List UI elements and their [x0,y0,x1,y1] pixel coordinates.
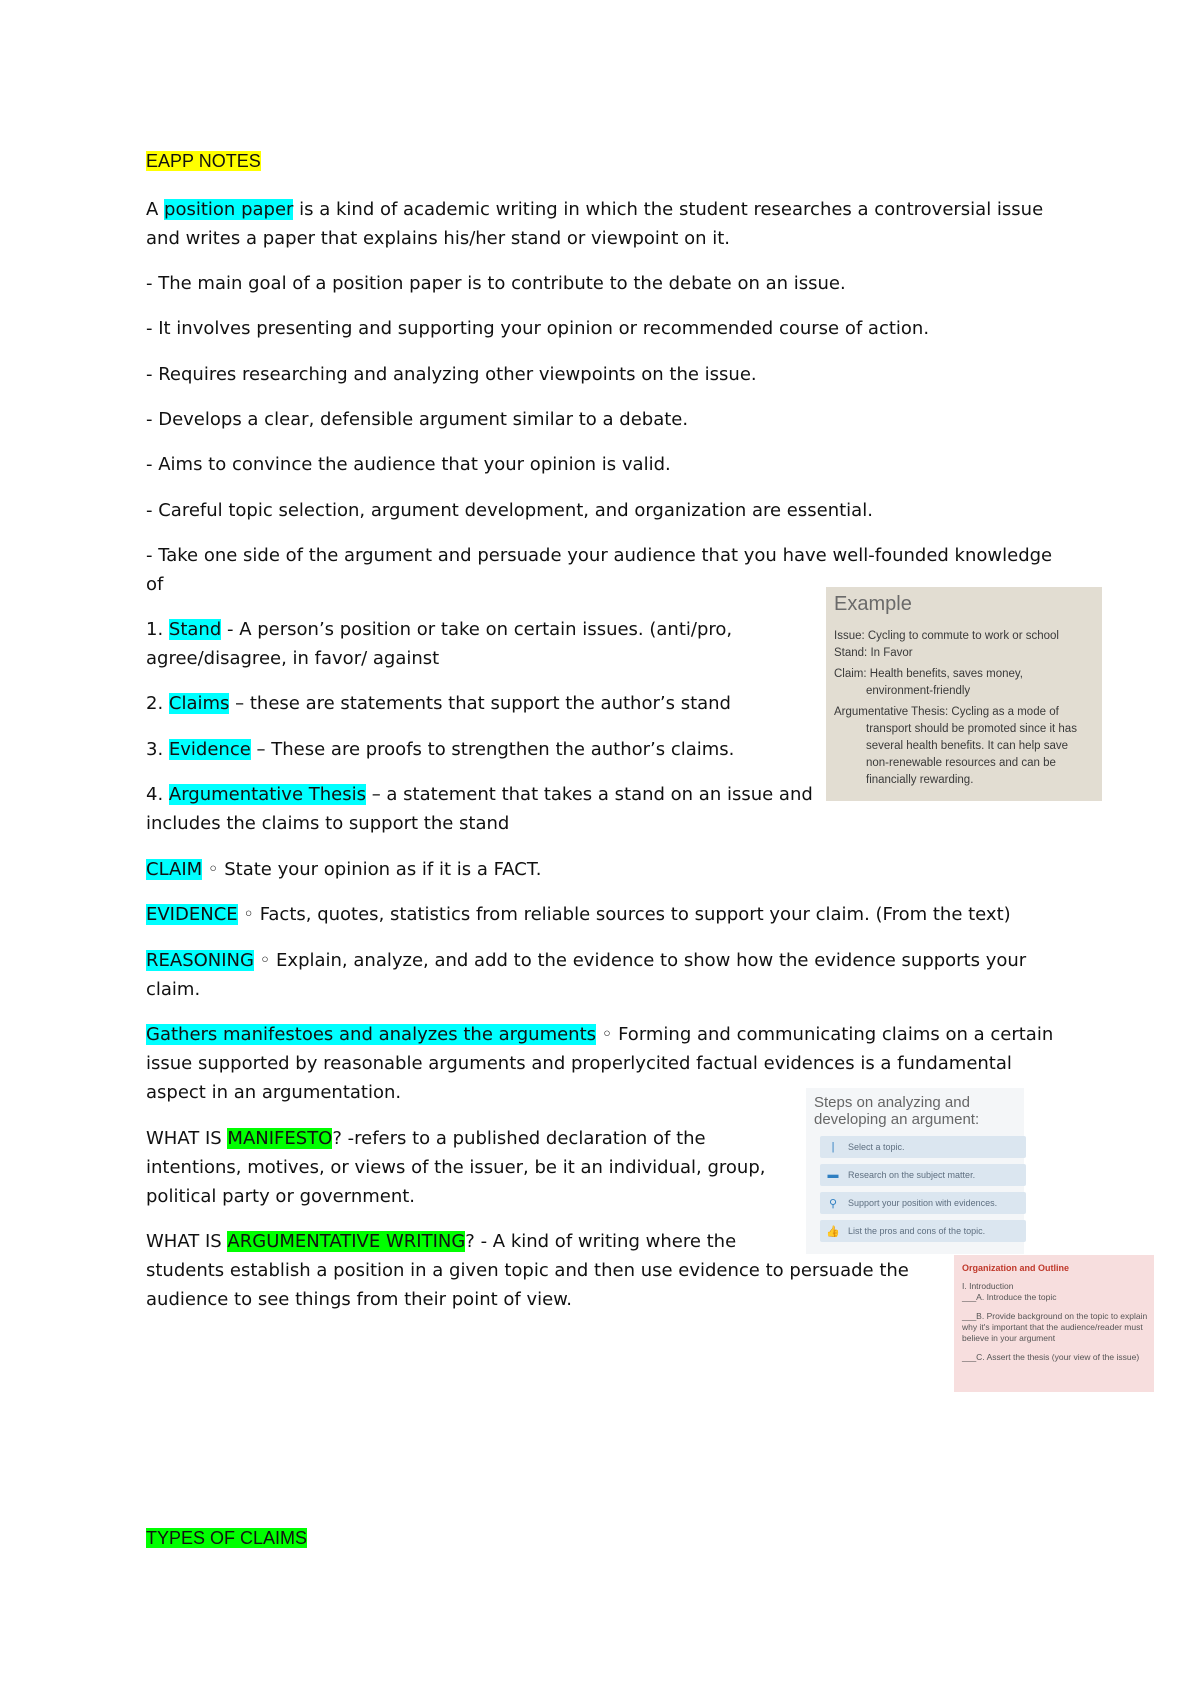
cer-evidence: EVIDENCE ◦ Facts, quotes, statistics from reliable sources to support your claim. (From the text) [146,904,1011,925]
example-claim-cont: environment-friendly [866,685,971,697]
manifesto-line-2: intentions, motives, or views of the issuer, be it an individual, group, [146,1157,766,1178]
example-thesis-cont: several health benefits. It can help save [866,740,1069,752]
gathers-line-2: issue supported by reasonable arguments and properlycited factual evidences is a fundamental [146,1053,1012,1074]
example-thesis-cont: financially rewarding. [866,774,974,786]
definition-evidence: 3. Evidence – These are proofs to strengthen the author’s claims. [146,739,735,760]
definition-stand-cont: agree/disagree, in favor/ against [146,648,440,669]
term-evidence: Evidence [168,739,251,760]
definition-claims: 2. Claims – these are statements that support the author’s stand [146,693,731,714]
chat-icon: ▬ [827,1169,839,1181]
bullet-item: - It involves presenting and supporting your opinion or recommended course of action. [146,318,930,339]
bullet-item: - Careful topic selection, argument development, and organization are essential. [146,500,873,521]
cer-claim: CLAIM ◦ State your opinion as if it is a FACT. [146,859,542,880]
example-claim: Claim: Health benefits, saves money, [834,668,1023,680]
term-argumentative-thesis: Argumentative Thesis [168,784,366,805]
example-stand: Stand: In Favor [834,647,913,659]
bullet-continuation: of [146,574,164,595]
example-thesis-cont: transport should be promoted since it has [866,723,1077,735]
example-thesis: Argumentative Thesis: Cycling as a mode of [834,706,1059,718]
manifesto-line-3: political party or government. [146,1186,416,1207]
steps-image [806,1088,1024,1254]
term-evidence-cer: EVIDENCE [146,904,238,925]
org-line: I. Introduction [962,1281,1014,1291]
cer-reasoning: REASONING ◦ Explain, analyze, and add to the evidence to show how the evidence supports your [146,950,1027,971]
org-title: Organization and Outline [962,1263,1070,1273]
organization-image [954,1255,1154,1392]
org-line: why it's important that the audience/reader must [962,1322,1143,1332]
definition-thesis-cont: includes the claims to support the stand [146,813,510,834]
definition-stand: 1. Stand - A person’s position or take on certain issues. (anti/pro, [146,619,733,640]
org-line: ___C. Assert the thesis (your view of the issue) [962,1352,1140,1362]
thumbs-up-icon: 👍 [826,1225,840,1238]
definition-thesis: 4. Argumentative Thesis – a statement that takes a stand on an issue and [146,784,813,805]
search-icon: ⚲ [828,1197,838,1210]
gathers-line-1: Gathers manifestoes and analyzes the arguments ◦ Forming and communicating claims on a certain [146,1024,1054,1045]
types-heading: TYPES OF CLAIMS [146,1528,308,1548]
page-title: EAPP NOTES [146,151,261,171]
bullet-item: - Requires researching and analyzing other viewpoints on the issue. [146,364,757,385]
step-item: | Select a topic. [820,1136,1026,1158]
example-thesis-cont: non-renewable resources and can be [866,757,1056,769]
step-item: 👍 List the pros and cons of the topic. [820,1220,1026,1242]
manifesto-line-1: WHAT IS MANIFESTO? -refers to a published declaration of the [146,1128,706,1149]
example-image [826,587,1102,801]
intro-line-1: A position paper is a kind of academic writing in which the student researches a controversial issue [146,199,1044,220]
term-claims: Claims [168,693,230,714]
term-manifesto: MANIFESTO [227,1128,333,1149]
gathers-line-3: aspect in an argumentation. [146,1082,402,1103]
bullet-item: - Develops a clear, defensible argument similar to a debate. [146,409,689,430]
step-item: ⚲ Support your position with evidences. [820,1192,1026,1214]
term-argumentative-writing: ARGUMENTATIVE WRITING [227,1231,466,1252]
steps-title: Steps on analyzing and developing an argument: [814,1094,980,1128]
term-position-paper: position paper [164,199,294,220]
argwriting-line-3: audience to see things from their point of view. [146,1289,572,1310]
term-reasoning: REASONING [146,950,254,971]
org-line: believe in your argument [962,1333,1056,1343]
intro-line-2: and writes a paper that explains his/her stand or viewpoint on it. [146,228,731,249]
term-gathers: Gathers manifestoes and analyzes the arguments [146,1024,597,1045]
bullet-item: - Aims to convince the audience that your opinion is valid. [146,454,671,475]
org-line: ___B. Provide background on the topic to explain [962,1311,1148,1321]
step-item: ▬ Research on the subject matter. [820,1164,1026,1186]
example-issue: Issue: Cycling to commute to work or school [834,630,1059,642]
argwriting-line-2: students establish a position in a given topic and then use evidence to persuade the [146,1260,909,1281]
bullet-item: - The main goal of a position paper is to contribute to the debate on an issue. [146,273,846,294]
org-line: ___A. Introduce the topic [962,1292,1057,1302]
cer-reasoning-cont: claim. [146,979,201,1000]
term-stand: Stand [168,619,222,640]
term-claim: CLAIM [146,859,203,880]
bullet-item: - Take one side of the argument and persuade your audience that you have well-founded knowledge [146,545,1053,566]
list-icon: | [831,1141,835,1153]
example-title: Example [834,593,912,615]
argwriting-line-1: WHAT IS ARGUMENTATIVE WRITING? - A kind of writing where the [146,1231,737,1252]
